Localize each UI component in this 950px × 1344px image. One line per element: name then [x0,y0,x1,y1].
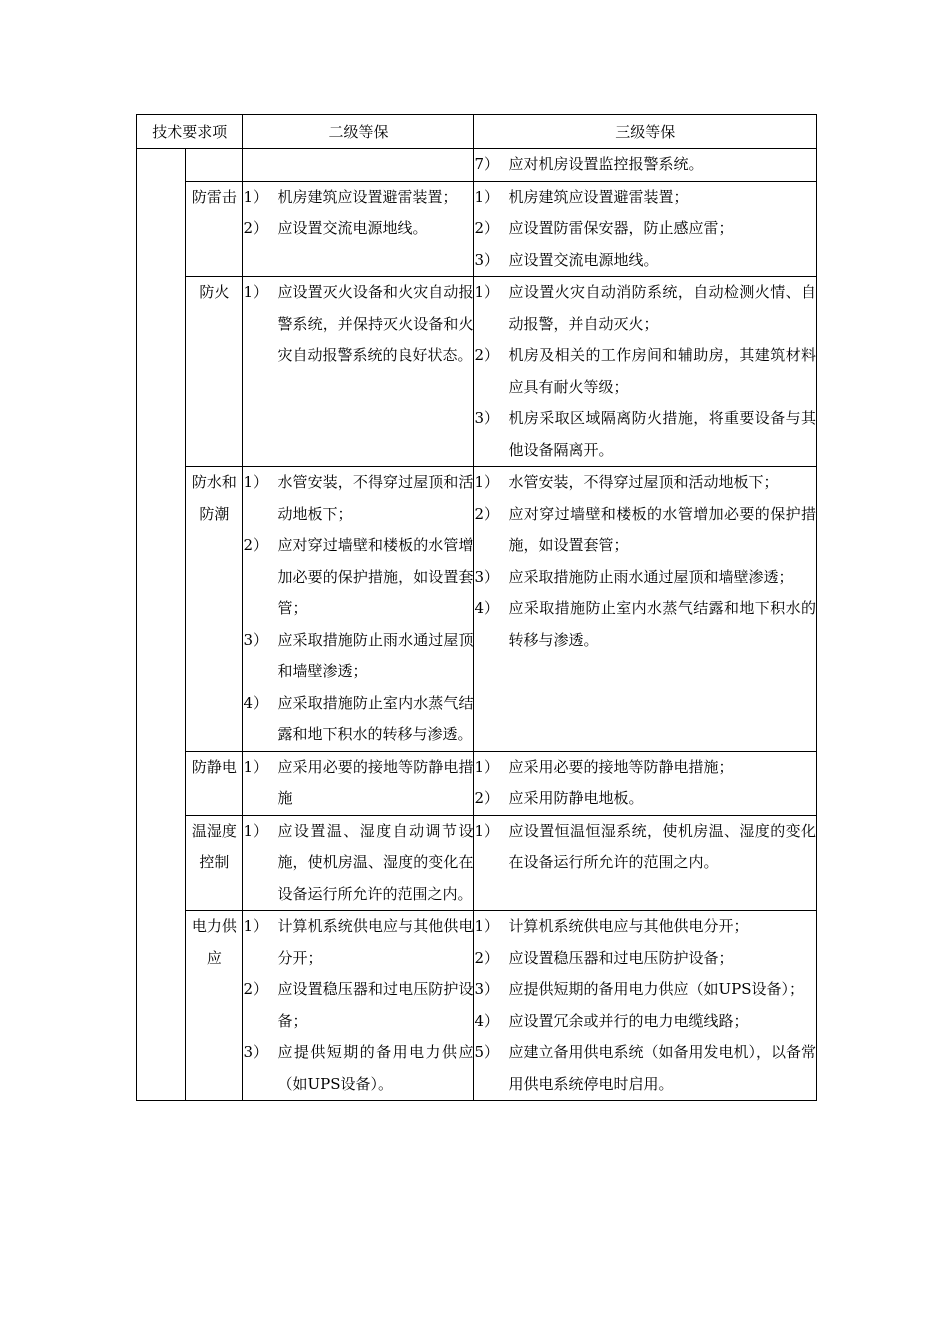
item-text: 机房采取区域隔离防火措施，将重要设备与其他设备隔离开。 [508,409,816,459]
level3-cell [474,277,817,467]
item-text: 应设置防雷保安器，防止感应雷； [508,219,734,237]
list-item [474,182,816,214]
item-number: 1） [474,917,500,935]
level2-cell [243,467,474,752]
item-number: 4） [474,599,500,617]
header-row [137,115,817,149]
level2-cell [243,277,474,467]
category-cell: 防火 [186,277,243,467]
item-number: 2） [243,980,269,998]
level3-cell [474,149,817,182]
list-item [474,467,816,499]
item-number: 1） [474,283,500,301]
category-cell: 温湿度控制 [186,815,243,911]
list-item [474,911,816,943]
table-row [137,149,817,182]
table-row [137,181,817,277]
item-text: 应设置稳压器和过电压防护设备； [508,948,734,967]
list-item [243,688,473,751]
item-text: 计算机系统供电应与其他供电分开； [277,917,474,967]
list-item [474,245,816,277]
item-text: 应设置灭火设备和火灾自动报警系统，并保持灭火设备和火灾自动报警系统的良好状态。 [277,283,474,364]
list-item [243,213,473,245]
item-number: 1） [243,757,269,776]
item-text: 水管安装，不得穿过屋顶和活动地板下； [277,473,474,523]
item-text: 应设置稳压器和过电压防护设备； [277,980,474,1030]
list-item [474,783,816,815]
item-text: 应设置温、湿度自动调节设施，使机房温、湿度的变化在设备运行所允许的范围之内。 [277,821,474,903]
item-number: 1） [474,821,500,840]
list-item [474,1006,816,1038]
table-row [137,277,817,467]
level2-cell [243,815,474,911]
item-number: 4） [243,693,269,712]
level3-cell [474,751,817,815]
list-item [474,752,816,784]
level2-cell [243,751,474,815]
item-number: 2） [474,504,500,523]
item-text: 应设置冗余或并行的电力电缆线路； [508,1011,749,1030]
item-number: 1） [474,473,500,491]
category-cell: 防水和防潮 [186,467,243,752]
item-number: 3） [243,630,269,649]
table-row [137,751,817,815]
list-item [243,816,473,911]
item-text: 计算机系统供电应与其他供电分开； [508,917,749,935]
header-level3: 三级等保 [474,115,817,149]
item-number: 1） [243,917,269,935]
requirements-table [136,114,817,1101]
list-item [474,340,816,403]
item-number: 5） [474,1043,500,1061]
table-row [137,815,817,911]
item-text: 应设置火灾自动消防系统，自动检测火情、自动报警，并自动灭火； [508,283,816,333]
item-number: 1） [243,283,269,301]
item-number: 2） [474,789,500,807]
level3-cell [474,181,817,277]
table-row [137,467,817,752]
item-text: 应提供短期的备用电力供应（如UPS设备）。 [277,1043,474,1093]
item-text: 应采取措施防止雨水通过屋顶和墙壁渗透； [508,567,794,586]
item-number: 4） [474,1011,500,1030]
item-text: 应采用必要的接地等防静电措施 [277,757,474,807]
item-text: 应设置交流电源地线。 [508,250,659,269]
item-number: 3） [243,1043,269,1061]
list-item [243,752,473,815]
item-number: 3） [474,409,500,427]
item-text: 机房建筑应设置避雷装置； [508,187,689,206]
item-text: 机房及相关的工作房间和辅助房，其建筑材料应具有耐火等级； [508,346,816,396]
level2-cell [243,911,474,1101]
category-cell: 防静电 [186,751,243,815]
list-item [474,1037,816,1100]
list-item [474,593,816,656]
item-number: 2） [243,219,269,237]
header-requirement-item: 技术要求项 [137,115,243,149]
level3-cell [474,467,817,752]
item-number: 2） [243,536,269,554]
item-text: 应设置恒温恒湿系统，使机房温、湿度的变化在设备运行所允许的范围之内。 [508,821,816,871]
merged-section-cell [137,149,186,1101]
list-item [243,625,473,688]
table-body [137,149,817,1101]
list-item [474,816,816,879]
list-item [474,943,816,975]
item-text: 机房建筑应设置避雷装置； [277,187,458,206]
category-cell: 电力供应 [186,911,243,1101]
item-number: 3） [474,250,500,269]
item-text: 应对机房设置监控报警系统。 [508,155,704,173]
item-text: 应提供短期的备用电力供应（如UPS设备）； [508,980,804,998]
table-row [137,911,817,1101]
item-text: 应采用必要的接地等防静电措施； [508,757,734,776]
item-number: 7） [474,155,500,173]
item-number: 1） [243,187,269,206]
item-number: 2） [474,346,500,364]
item-number: 1） [243,473,269,491]
list-item [474,213,816,245]
header-level2: 二级等保 [243,115,474,149]
item-number: 1） [243,821,269,840]
list-item [474,403,816,466]
level3-cell [474,815,817,911]
level2-cell [243,149,474,182]
item-text: 应采用防静电地板。 [508,789,644,807]
list-item [474,277,816,340]
item-number: 3） [474,980,500,998]
item-text: 水管安装，不得穿过屋顶和活动地板下； [508,473,779,491]
item-number: 2） [474,219,500,237]
item-text: 应对穿过墙壁和楼板的水管增加必要的保护措施，如设置套管； [277,536,474,617]
item-number: 2） [474,948,500,967]
list-item [243,530,473,625]
list-item [243,974,473,1037]
list-item [474,149,816,181]
item-text: 应采取措施防止室内水蒸气结露和地下积水的转移与渗透。 [508,599,816,649]
list-item [474,974,816,1006]
item-text: 应采取措施防止雨水通过屋顶和墙壁渗透； [277,630,474,680]
list-item [243,467,473,530]
list-item [243,911,473,974]
list-item [243,277,473,372]
list-item [243,182,473,214]
list-item [474,499,816,562]
list-item [474,562,816,594]
level3-cell [474,911,817,1101]
item-text: 应采取措施防止室内水蒸气结露和地下积水的转移与渗透。 [277,693,474,743]
item-text: 应设置交流电源地线。 [277,219,428,237]
item-number: 1） [474,757,500,776]
category-cell [186,149,243,182]
item-text: 应建立备用供电系统（如备用发电机），以备常用供电系统停电时启用。 [508,1043,816,1093]
item-number: 1） [474,187,500,206]
category-cell: 防雷击 [186,181,243,277]
list-item [243,1037,473,1100]
level2-cell [243,181,474,277]
item-number: 3） [474,567,500,586]
item-text: 应对穿过墙壁和楼板的水管增加必要的保护措施，如设置套管； [508,504,816,554]
